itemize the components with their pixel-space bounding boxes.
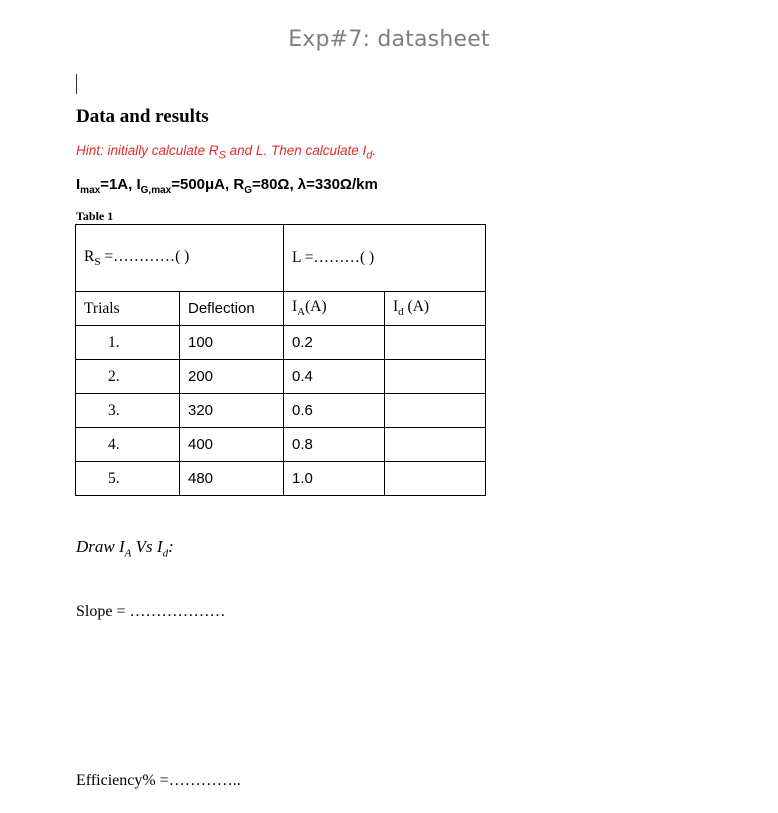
l-blank: L =………( ): [292, 249, 375, 266]
given-parameters: [76, 176, 378, 196]
draw-sub-a: A: [124, 547, 132, 560]
rs-sub: S: [94, 256, 101, 269]
ig-symbol: I: [136, 176, 141, 193]
trial-cell: 5.: [76, 462, 180, 496]
hint-sub-s: S: [218, 149, 226, 162]
slope-field[interactable]: Slope = ………………: [76, 603, 226, 620]
rg-symbol: R: [233, 176, 245, 193]
ia-cell: 0.6: [284, 394, 385, 428]
rg-value: =80Ω, λ=330Ω/km: [251, 176, 378, 193]
text-cursor: [76, 74, 77, 94]
table-caption: Table 1: [76, 209, 114, 223]
section-heading: Data and results: [76, 106, 209, 127]
hint-prefix: Hint: initially calculate R: [76, 143, 219, 158]
deflection-cell: 480: [180, 462, 284, 496]
header-deflection: Deflection: [180, 292, 284, 326]
document-title: Exp#7: datasheet: [288, 27, 490, 52]
ia-cell: 0.8: [284, 428, 385, 462]
imax-value: =1A,: [100, 176, 137, 193]
deflection-cell: 400: [180, 428, 284, 462]
table-row: [76, 428, 486, 462]
table-row: [76, 394, 486, 428]
table-row: [76, 462, 486, 496]
hint-sub-d: d: [366, 149, 373, 162]
hint-text: [76, 143, 376, 162]
deflection-cell: 100: [180, 326, 284, 360]
ig-value: =500μA,: [171, 176, 234, 193]
deflection-cell: 200: [180, 360, 284, 394]
id-cell[interactable]: [385, 428, 486, 462]
ia-cell: 0.4: [284, 360, 385, 394]
id-cell[interactable]: [385, 462, 486, 496]
l-cell[interactable]: [284, 225, 486, 292]
draw-suffix: :: [168, 537, 174, 556]
ig-sub: G,max: [140, 185, 172, 196]
trial-cell: 3.: [76, 394, 180, 428]
id-unit: (A): [403, 298, 430, 316]
trial-cell: 2.: [76, 360, 180, 394]
header-trials: Trials: [76, 292, 180, 326]
imax-symbol: I: [76, 176, 81, 193]
draw-prefix: Draw I: [76, 537, 125, 556]
rs-symbol: R: [84, 247, 95, 265]
ia-sub: A: [297, 306, 306, 319]
table-header-row-2: [76, 292, 486, 326]
draw-instruction: [76, 537, 174, 559]
trial-cell: 4.: [76, 428, 180, 462]
table-row: [76, 326, 486, 360]
rs-cell[interactable]: [76, 225, 284, 292]
efficiency-field[interactable]: Efficiency% =…………..: [76, 772, 241, 789]
rg-sub: G: [244, 185, 252, 196]
imax-sub: max: [80, 185, 101, 196]
id-cell[interactable]: [385, 360, 486, 394]
rs-blank: =…………( ): [100, 247, 190, 265]
data-table: [75, 224, 486, 496]
draw-sub-d: d: [162, 547, 169, 560]
header-id: [385, 292, 486, 326]
deflection-cell: 320: [180, 394, 284, 428]
ia-cell: 1.0: [284, 462, 385, 496]
id-cell[interactable]: [385, 394, 486, 428]
id-symbol: I: [393, 298, 399, 316]
ia-unit: (A): [305, 298, 327, 316]
table-header-row-1: [76, 225, 486, 292]
ia-symbol: I: [292, 298, 298, 316]
table-row: [76, 360, 486, 394]
header-ia: [284, 292, 385, 326]
trial-cell: 1.: [76, 326, 180, 360]
hint-middle: and L. Then calculate I: [225, 143, 367, 158]
id-cell[interactable]: [385, 326, 486, 360]
draw-middle: Vs I: [131, 537, 163, 556]
ia-cell: 0.2: [284, 326, 385, 360]
hint-suffix: .: [372, 143, 377, 158]
id-sub: d: [398, 306, 404, 319]
